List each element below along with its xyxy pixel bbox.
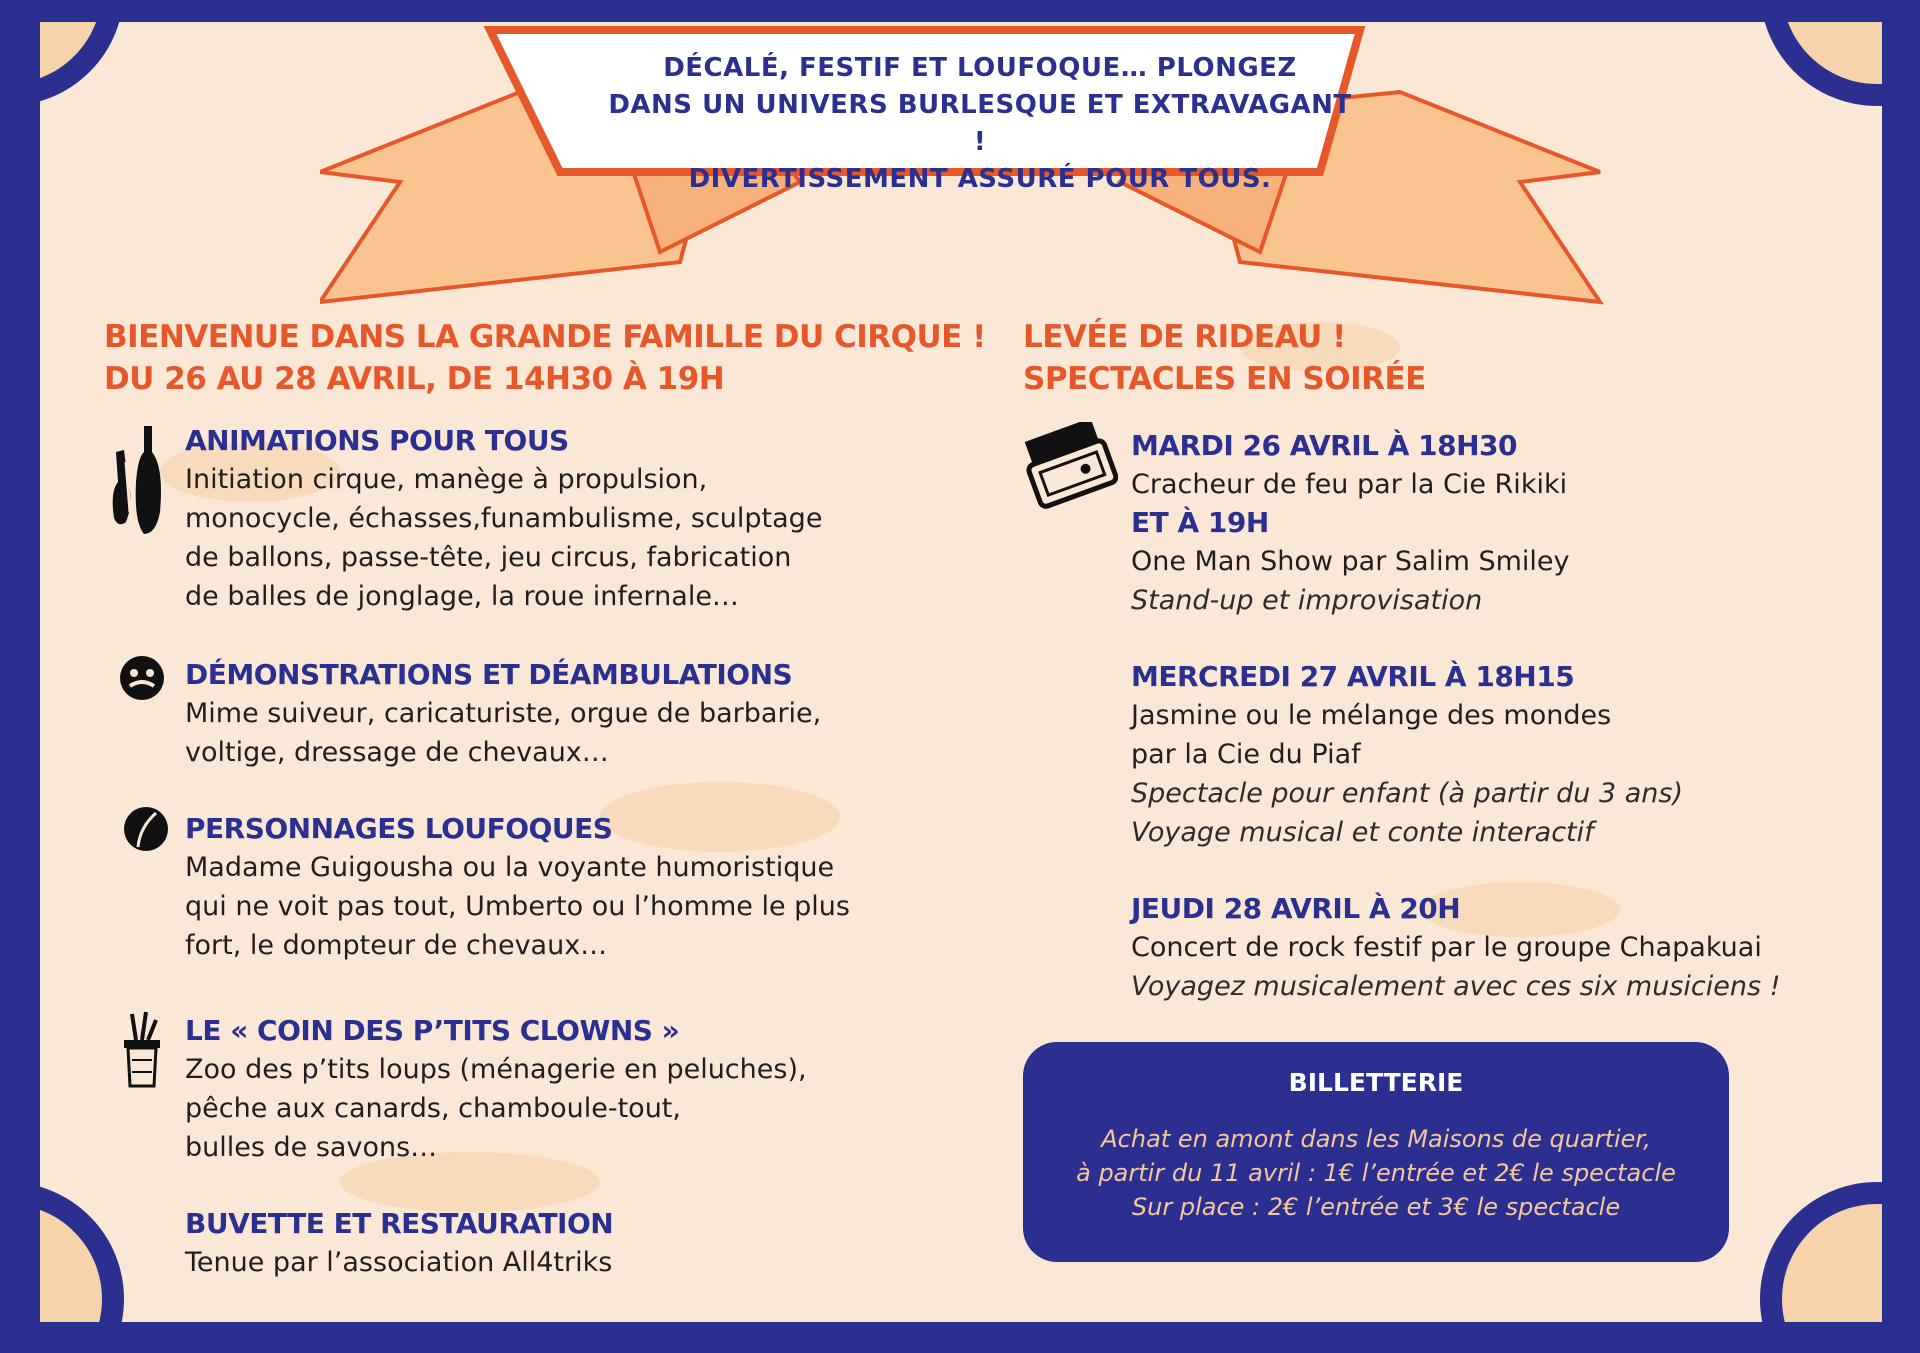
section-text: voltige, dressage de chevaux… bbox=[185, 737, 609, 768]
event-text: par la Cie du Piaf bbox=[1131, 739, 1361, 770]
section-text: bulles de savons… bbox=[185, 1132, 438, 1163]
magic-hat-icon bbox=[118, 1010, 166, 1090]
corner-decoration bbox=[1760, 22, 1882, 106]
section-text: de ballons, passe-tête, jeu circus, fabrication bbox=[185, 542, 792, 573]
banner-line: DIVERTISSEMENT ASSURÉ POUR TOUS. bbox=[688, 164, 1272, 194]
section-title: LE « COIN DES P’TITS CLOWNS » bbox=[185, 1014, 680, 1047]
section-title: PERSONNAGES LOUFOQUES bbox=[185, 812, 613, 845]
event-title: MARDI 26 AVRIL À 18H30 bbox=[1131, 429, 1518, 462]
juggling-bottles-icon bbox=[104, 422, 168, 542]
banner-line: DANS UN UNIVERS BURLESQUE ET EXTRAVAGANT ! bbox=[608, 90, 1352, 157]
event-text: Jasmine ou le mélange des mondes bbox=[1131, 700, 1612, 731]
section-text: fort, le dompteur de chevaux… bbox=[185, 930, 608, 961]
section-text: pêche aux canards, chamboule-tout, bbox=[185, 1093, 681, 1124]
section-title: ANIMATIONS POUR TOUS bbox=[185, 424, 569, 457]
section-text: Mime suiveur, caricaturiste, orgue de barbarie, bbox=[185, 698, 822, 729]
section-text: Tenue par l’association All4triks bbox=[185, 1247, 613, 1278]
section-text: de balles de jonglage, la roue infernale… bbox=[185, 581, 739, 612]
corner-decoration bbox=[40, 22, 124, 106]
section-title: BUVETTE ET RESTAURATION bbox=[185, 1207, 614, 1240]
event-description: Voyagez musicalement avec ces six musiciens ! bbox=[1131, 971, 1781, 1002]
heading-line: SPECTACLES EN SOIRÉE bbox=[1023, 361, 1426, 397]
event-subtitle: ET À 19H bbox=[1131, 506, 1269, 539]
section-demonstrations bbox=[185, 656, 821, 772]
event-text: Concert de rock festif par le groupe Chapakuai bbox=[1131, 932, 1762, 963]
flyer-card bbox=[40, 22, 1882, 1322]
section-text: Zoo des p’tits loups (ménagerie en peluches), bbox=[185, 1054, 807, 1085]
banner-text bbox=[600, 50, 1360, 198]
heading-line: LEVÉE DE RIDEAU ! bbox=[1023, 319, 1346, 355]
event-text: One Man Show par Salim Smiley bbox=[1131, 546, 1570, 577]
section-little-clowns bbox=[185, 1012, 807, 1167]
heading-line: DU 26 AU 28 AVRIL, DE 14H30 À 19H bbox=[104, 361, 725, 397]
right-heading bbox=[1023, 316, 1426, 400]
section-text: qui ne voit pas tout, Umberto ou l’homme le plus bbox=[185, 891, 850, 922]
ball-icon bbox=[122, 805, 170, 853]
section-text: monocycle, échasses,funambulisme, sculptage bbox=[185, 503, 823, 534]
banner-line: DÉCALÉ, FESTIF ET LOUFOQUE… PLONGEZ bbox=[663, 53, 1297, 83]
ticketing-title: BILLETTERIE bbox=[1288, 1068, 1464, 1097]
section-food bbox=[185, 1205, 613, 1282]
section-animations bbox=[185, 422, 822, 616]
event-title: MERCREDI 27 AVRIL À 18H15 bbox=[1131, 660, 1575, 693]
event-thursday bbox=[1131, 890, 1780, 1006]
left-heading bbox=[104, 316, 986, 400]
clown-face-icon bbox=[118, 654, 166, 702]
ticket-icon bbox=[1022, 422, 1118, 512]
ticketing-text: Sur place : 2€ l’entrée et 3€ le spectacle bbox=[1131, 1193, 1621, 1221]
ticketing-text: à partir du 11 avril : 1€ l’entrée et 2€ le spectacle bbox=[1076, 1159, 1676, 1187]
event-wednesday bbox=[1131, 658, 1683, 852]
ticketing-box bbox=[1023, 1042, 1729, 1262]
event-description: Voyage musical et conte interactif bbox=[1131, 817, 1594, 848]
event-description: Spectacle pour enfant (à partir du 3 ans) bbox=[1131, 778, 1683, 809]
event-title: JEUDI 28 AVRIL À 20H bbox=[1131, 892, 1461, 925]
section-text: Initiation cirque, manège à propulsion, bbox=[185, 464, 708, 495]
section-characters bbox=[185, 810, 850, 965]
event-description: Stand-up et improvisation bbox=[1131, 585, 1483, 616]
corner-decoration bbox=[40, 1182, 124, 1322]
section-text: Madame Guigousha ou la voyante humoristique bbox=[185, 852, 835, 883]
event-text: Cracheur de feu par la Cie Rikiki bbox=[1131, 469, 1568, 500]
heading-line: BIENVENUE DANS LA GRANDE FAMILLE DU CIRQUE ! bbox=[104, 319, 986, 355]
corner-decoration bbox=[1760, 1182, 1882, 1322]
ticketing-text: Achat en amont dans les Maisons de quartier, bbox=[1101, 1125, 1651, 1153]
section-title: DÉMONSTRATIONS ET DÉAMBULATIONS bbox=[185, 658, 793, 691]
event-tuesday bbox=[1131, 427, 1570, 620]
